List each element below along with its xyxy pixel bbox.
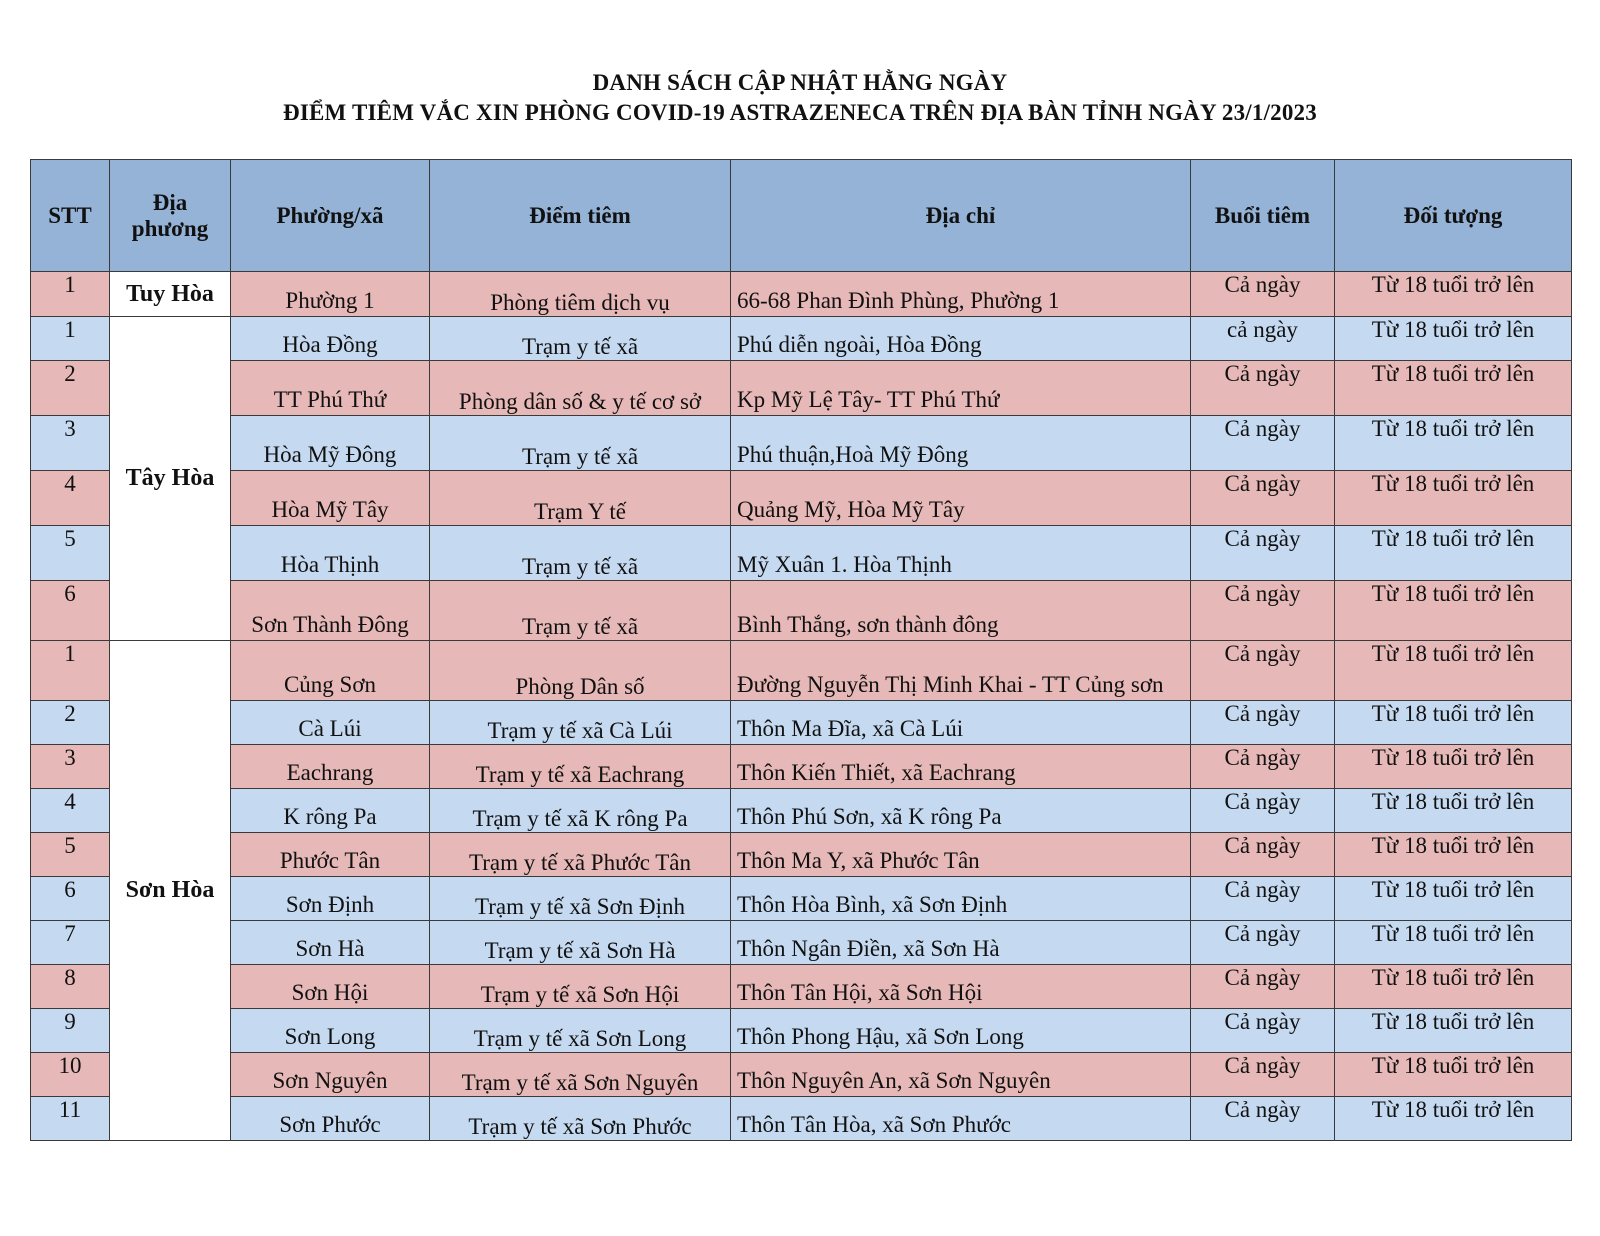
cell-target: Từ 18 tuổi trở lên <box>1335 877 1572 921</box>
cell-site: Phòng dân số & y tế cơ sở <box>430 361 731 416</box>
cell-target: Từ 18 tuổi trở lên <box>1335 1097 1572 1141</box>
cell-ward: Sơn Nguyên <box>231 1053 430 1097</box>
cell-ward: Sơn Thành Đông <box>231 581 430 641</box>
cell-site: Trạm y tế xã Phước Tân <box>430 833 731 877</box>
header-stt: STT <box>31 160 110 272</box>
table-row <box>31 317 1572 361</box>
table-row <box>31 471 1572 526</box>
cell-session: Cả ngày <box>1191 641 1335 701</box>
table-body <box>31 272 1572 1141</box>
table-row <box>31 1053 1572 1097</box>
cell-address: Thôn Tân Hòa, xã Sơn Phước <box>731 1097 1191 1141</box>
cell-ward: Cà Lúi <box>231 701 430 745</box>
cell-ward: Sơn Phước <box>231 1097 430 1141</box>
cell-address: Phú thuận,Hoà Mỹ Đông <box>731 416 1191 471</box>
table-row <box>31 416 1572 471</box>
cell-ward: Hòa Thịnh <box>231 526 430 581</box>
cell-site: Trạm y tế xã Sơn Định <box>430 877 731 921</box>
cell-target: Từ 18 tuổi trở lên <box>1335 641 1572 701</box>
document-subtitle: ĐIỂM TIÊM VẮC XIN PHÒNG COVID-19 ASTRAZENECA TRÊN ĐỊA BÀN TỈNH NGÀY 23/1/2023 <box>283 100 1317 125</box>
cell-session: Cả ngày <box>1191 921 1335 965</box>
cell-session: cả ngày <box>1191 317 1335 361</box>
table-row <box>31 641 1572 701</box>
cell-stt: 1 <box>31 272 110 317</box>
cell-target: Từ 18 tuổi trở lên <box>1335 701 1572 745</box>
cell-stt: 11 <box>31 1097 110 1141</box>
cell-site: Trạm y tế xã <box>430 416 731 471</box>
cell-address: Đường Nguyễn Thị Minh Khai - TT Củng sơn <box>731 641 1191 701</box>
cell-stt: 4 <box>31 789 110 833</box>
cell-stt: 6 <box>31 581 110 641</box>
table-row <box>31 1097 1572 1141</box>
cell-target: Từ 18 tuổi trở lên <box>1335 416 1572 471</box>
cell-site: Trạm y tế xã Sơn Phước <box>430 1097 731 1141</box>
cell-session: Cả ngày <box>1191 471 1335 526</box>
header-session: Buổi tiêm <box>1191 160 1335 272</box>
cell-address: Thôn Ma Đĩa, xã Cà Lúi <box>731 701 1191 745</box>
cell-stt: 2 <box>31 361 110 416</box>
cell-site: Trạm y tế xã Eachrang <box>430 745 731 789</box>
cell-ward: TT Phú Thứ <box>231 361 430 416</box>
cell-address: Quảng Mỹ, Hòa Mỹ Tây <box>731 471 1191 526</box>
cell-target: Từ 18 tuổi trở lên <box>1335 921 1572 965</box>
table-row <box>31 789 1572 833</box>
cell-target: Từ 18 tuổi trở lên <box>1335 965 1572 1009</box>
cell-site: Trạm y tế xã Cà Lúi <box>430 701 731 745</box>
cell-stt: 10 <box>31 1053 110 1097</box>
cell-address: Thôn Ma Y, xã Phước Tân <box>731 833 1191 877</box>
cell-session: Cả ngày <box>1191 1097 1335 1141</box>
cell-target: Từ 18 tuổi trở lên <box>1335 317 1572 361</box>
cell-session: Cả ngày <box>1191 965 1335 1009</box>
cell-site: Trạm y tế xã Sơn Nguyên <box>430 1053 731 1097</box>
cell-ward: Phường 1 <box>231 272 430 317</box>
cell-address: Phú diễn ngoài, Hòa Đồng <box>731 317 1191 361</box>
vaccination-sites-table <box>30 159 1572 1141</box>
table-header-row <box>31 160 1572 272</box>
cell-session: Cả ngày <box>1191 526 1335 581</box>
cell-ward: Sơn Long <box>231 1009 430 1053</box>
cell-site: Trạm Y tế <box>430 471 731 526</box>
cell-district: Sơn Hòa <box>110 641 231 1141</box>
cell-target: Từ 18 tuổi trở lên <box>1335 526 1572 581</box>
cell-district: Tây Hòa <box>110 317 231 641</box>
cell-district: Tuy Hòa <box>110 272 231 317</box>
table-row <box>31 272 1572 317</box>
cell-ward: Hòa Đồng <box>231 317 430 361</box>
cell-ward: Hòa Mỹ Đông <box>231 416 430 471</box>
cell-site: Trạm y tế xã Sơn Long <box>430 1009 731 1053</box>
table-row <box>31 701 1572 745</box>
cell-target: Từ 18 tuổi trở lên <box>1335 745 1572 789</box>
cell-address: Thôn Tân Hội, xã Sơn Hội <box>731 965 1191 1009</box>
cell-stt: 3 <box>31 416 110 471</box>
cell-address: Thôn Kiến Thiết, xã Eachrang <box>731 745 1191 789</box>
cell-address: Thôn Nguyên An, xã Sơn Nguyên <box>731 1053 1191 1097</box>
cell-target: Từ 18 tuổi trở lên <box>1335 1053 1572 1097</box>
cell-address: Kp Mỹ Lệ Tây- TT Phú Thứ <box>731 361 1191 416</box>
header-target: Đối tượng <box>1335 160 1572 272</box>
cell-stt: 4 <box>31 471 110 526</box>
cell-stt: 6 <box>31 877 110 921</box>
header-district: Địa phương <box>110 160 231 272</box>
cell-ward: Củng Sơn <box>231 641 430 701</box>
cell-site: Trạm y tế xã <box>430 526 731 581</box>
cell-stt: 5 <box>31 833 110 877</box>
table-row <box>31 1009 1572 1053</box>
header-site: Điểm tiêm <box>430 160 731 272</box>
cell-address: Thôn Hòa Bình, xã Sơn Định <box>731 877 1191 921</box>
header-address: Địa chỉ <box>731 160 1191 272</box>
cell-session: Cả ngày <box>1191 361 1335 416</box>
cell-ward: K rông Pa <box>231 789 430 833</box>
cell-session: Cả ngày <box>1191 416 1335 471</box>
table-row <box>31 581 1572 641</box>
cell-stt: 2 <box>31 701 110 745</box>
cell-stt: 1 <box>31 641 110 701</box>
cell-address: Mỹ Xuân 1. Hòa Thịnh <box>731 526 1191 581</box>
cell-target: Từ 18 tuổi trở lên <box>1335 1009 1572 1053</box>
cell-target: Từ 18 tuổi trở lên <box>1335 833 1572 877</box>
cell-site: Trạm y tế xã <box>430 317 731 361</box>
table-row <box>31 361 1572 416</box>
cell-stt: 9 <box>31 1009 110 1053</box>
cell-target: Từ 18 tuổi trở lên <box>1335 789 1572 833</box>
cell-stt: 3 <box>31 745 110 789</box>
table-row <box>31 921 1572 965</box>
cell-session: Cả ngày <box>1191 1009 1335 1053</box>
cell-target: Từ 18 tuổi trở lên <box>1335 361 1572 416</box>
cell-stt: 8 <box>31 965 110 1009</box>
cell-target: Từ 18 tuổi trở lên <box>1335 471 1572 526</box>
cell-site: Trạm y tế xã K rông Pa <box>430 789 731 833</box>
cell-target: Từ 18 tuổi trở lên <box>1335 272 1572 317</box>
cell-stt: 5 <box>31 526 110 581</box>
cell-session: Cả ngày <box>1191 272 1335 317</box>
cell-ward: Sơn Hà <box>231 921 430 965</box>
cell-ward: Sơn Hội <box>231 965 430 1009</box>
cell-address: Thôn Phong Hậu, xã Sơn Long <box>731 1009 1191 1053</box>
cell-address: 66-68 Phan Đình Phùng, Phường 1 <box>731 272 1191 317</box>
cell-session: Cả ngày <box>1191 581 1335 641</box>
cell-address: Thôn Ngân Điền, xã Sơn Hà <box>731 921 1191 965</box>
cell-target: Từ 18 tuổi trở lên <box>1335 581 1572 641</box>
cell-session: Cả ngày <box>1191 1053 1335 1097</box>
table-row <box>31 965 1572 1009</box>
cell-stt: 1 <box>31 317 110 361</box>
cell-ward: Sơn Định <box>231 877 430 921</box>
cell-address: Bình Thắng, sơn thành đông <box>731 581 1191 641</box>
cell-address: Thôn Phú Sơn, xã K rông Pa <box>731 789 1191 833</box>
table-row <box>31 526 1572 581</box>
table-row <box>31 745 1572 789</box>
cell-session: Cả ngày <box>1191 877 1335 921</box>
table-row <box>31 833 1572 877</box>
cell-session: Cả ngày <box>1191 745 1335 789</box>
cell-ward: Eachrang <box>231 745 430 789</box>
cell-session: Cả ngày <box>1191 701 1335 745</box>
cell-ward: Hòa Mỹ Tây <box>231 471 430 526</box>
cell-site: Phòng Dân số <box>430 641 731 701</box>
cell-stt: 7 <box>31 921 110 965</box>
cell-site: Trạm y tế xã <box>430 581 731 641</box>
cell-session: Cả ngày <box>1191 789 1335 833</box>
cell-ward: Phước Tân <box>231 833 430 877</box>
cell-site: Trạm y tế xã Sơn Hà <box>430 921 731 965</box>
cell-site: Phòng tiêm dịch vụ <box>430 272 731 317</box>
header-ward: Phường/xã <box>231 160 430 272</box>
document-title: DANH SÁCH CẬP NHẬT HẰNG NGÀY <box>592 70 1008 95</box>
cell-session: Cả ngày <box>1191 833 1335 877</box>
cell-site: Trạm y tế xã Sơn Hội <box>430 965 731 1009</box>
table-row <box>31 877 1572 921</box>
